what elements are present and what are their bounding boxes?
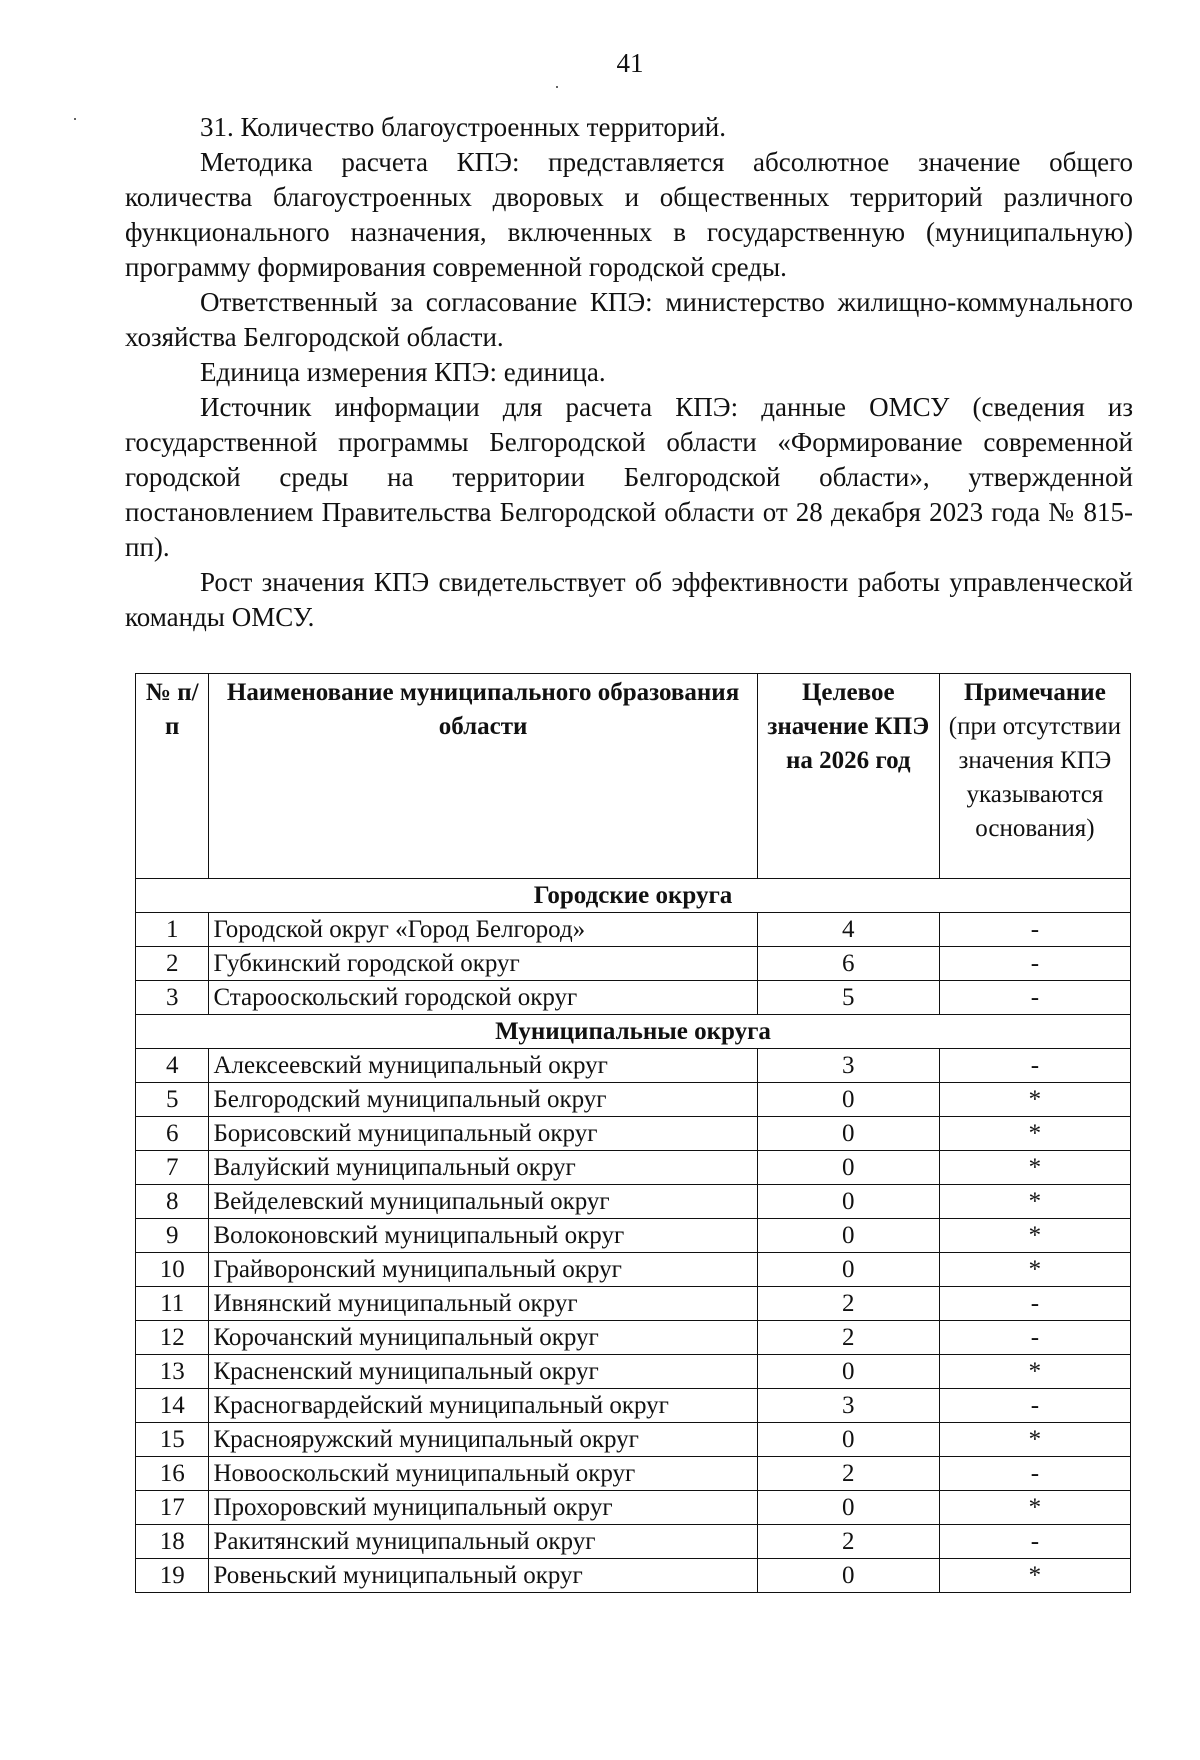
row-note: * (939, 1559, 1130, 1593)
row-note: * (939, 1083, 1130, 1117)
row-number: 13 (136, 1355, 209, 1389)
table-row (136, 1185, 1131, 1219)
row-note: * (939, 1253, 1130, 1287)
table-row (136, 947, 1131, 981)
row-target-value: 3 (757, 1389, 939, 1423)
row-name: Краснояружский муниципальный округ (209, 1423, 757, 1457)
row-target-value: 0 (757, 1151, 939, 1185)
group-row (136, 1015, 1131, 1049)
group-label: Муниципальные округа (136, 1015, 1131, 1049)
table-header-row (136, 674, 1131, 879)
row-name: Волоконовский муниципальный округ (209, 1219, 757, 1253)
row-note: * (939, 1219, 1130, 1253)
table-row (136, 1117, 1131, 1151)
row-name: Алексеевский муниципальный округ (209, 1049, 757, 1083)
row-note: - (939, 1457, 1130, 1491)
method-paragraph: Методика расчета КПЭ: представляется абсолютное значение общего количества благоустроенных дворовых и общественных территорий различного функционального назначения, включенных в государственную (муниципальную) программу формирования современной городской среды. (125, 147, 1133, 282)
header-note (939, 674, 1130, 879)
row-note: - (939, 1525, 1130, 1559)
row-name: Ивнянский муниципальный округ (209, 1287, 757, 1321)
row-note: - (939, 981, 1130, 1015)
row-note: - (939, 1321, 1130, 1355)
table-row (136, 1083, 1131, 1117)
header-note-title: Примечание (964, 679, 1106, 706)
row-target-value: 4 (757, 913, 939, 947)
table-row (136, 913, 1131, 947)
row-number: 11 (136, 1287, 209, 1321)
row-note: - (939, 1287, 1130, 1321)
table-row (136, 1525, 1131, 1559)
row-note: - (939, 947, 1130, 981)
table-row (136, 1559, 1131, 1593)
row-name: Новооскольский муниципальный округ (209, 1457, 757, 1491)
row-target-value: 0 (757, 1491, 939, 1525)
row-name: Красногвардейский муниципальный округ (209, 1389, 757, 1423)
row-number: 2 (136, 947, 209, 981)
body-text (125, 110, 1133, 635)
table-row (136, 1321, 1131, 1355)
row-name: Ровеньский муниципальный округ (209, 1559, 757, 1593)
row-target-value: 2 (757, 1287, 939, 1321)
table-row (136, 1219, 1131, 1253)
row-note: - (939, 1049, 1130, 1083)
row-name: Валуйский муниципальный округ (209, 1151, 757, 1185)
row-note: * (939, 1355, 1130, 1389)
row-number: 4 (136, 1049, 209, 1083)
row-name: Корочанский муниципальный округ (209, 1321, 757, 1355)
row-number: 6 (136, 1117, 209, 1151)
row-target-value: 2 (757, 1321, 939, 1355)
row-name: Борисовский муниципальный округ (209, 1117, 757, 1151)
row-note: * (939, 1185, 1130, 1219)
row-name: Белгородский муниципальный округ (209, 1083, 757, 1117)
table-row (136, 1151, 1131, 1185)
row-number: 5 (136, 1083, 209, 1117)
table-row (136, 1389, 1131, 1423)
header-name: Наименование муниципального образования области (209, 674, 757, 879)
row-number: 16 (136, 1457, 209, 1491)
page-number: 41 (616, 48, 644, 78)
source-paragraph: Источник информации для расчета КПЭ: данные ОМСУ (сведения из государственной программы Белгородской области «Формирование современной городской среды на территории Белгородской области», утвержденной постановлением Правительства Белгородской области от 28 декабря 2023 года № 815-пп). (125, 392, 1133, 562)
row-number: 1 (136, 913, 209, 947)
row-target-value: 0 (757, 1253, 939, 1287)
row-target-value: 5 (757, 981, 939, 1015)
table-row (136, 981, 1131, 1015)
row-target-value: 0 (757, 1355, 939, 1389)
row-name: Губкинский городской округ (209, 947, 757, 981)
row-number: 19 (136, 1559, 209, 1593)
row-target-value: 0 (757, 1083, 939, 1117)
row-target-value: 0 (757, 1219, 939, 1253)
row-target-value: 2 (757, 1457, 939, 1491)
row-number: 15 (136, 1423, 209, 1457)
row-target-value: 3 (757, 1049, 939, 1083)
kpi-table (135, 673, 1131, 1593)
row-number: 12 (136, 1321, 209, 1355)
group-label: Городские округа (136, 879, 1131, 913)
row-number: 14 (136, 1389, 209, 1423)
row-name: Красненский муниципальный округ (209, 1355, 757, 1389)
row-name: Вейделевский муниципальный округ (209, 1185, 757, 1219)
table-row (136, 1049, 1131, 1083)
row-target-value: 2 (757, 1525, 939, 1559)
table-row (136, 1287, 1131, 1321)
row-note: - (939, 913, 1130, 947)
row-number: 10 (136, 1253, 209, 1287)
unit-paragraph: Единица измерения КПЭ: единица. (200, 357, 606, 387)
row-name: Прохоровский муниципальный округ (209, 1491, 757, 1525)
row-note: * (939, 1117, 1130, 1151)
header-num: № п/п (136, 674, 209, 879)
row-name: Грайворонский муниципальный округ (209, 1253, 757, 1287)
row-number: 17 (136, 1491, 209, 1525)
row-target-value: 0 (757, 1423, 939, 1457)
table-body (136, 879, 1131, 1593)
row-number: 8 (136, 1185, 209, 1219)
row-name: Старооскольский городской округ (209, 981, 757, 1015)
scan-dot (556, 86, 558, 88)
row-number: 9 (136, 1219, 209, 1253)
row-name: Ракитянский муниципальный округ (209, 1525, 757, 1559)
group-row (136, 879, 1131, 913)
header-value: Целевое значение КПЭ на 2026 год (757, 674, 939, 879)
scan-dot (74, 118, 76, 120)
table-row (136, 1457, 1131, 1491)
row-note: * (939, 1151, 1130, 1185)
row-note: * (939, 1423, 1130, 1457)
row-note: - (939, 1389, 1130, 1423)
table-row (136, 1253, 1131, 1287)
row-target-value: 0 (757, 1559, 939, 1593)
row-number: 18 (136, 1525, 209, 1559)
responsible-paragraph: Ответственный за согласование КПЭ: министерство жилищно-коммунального хозяйства Белгородской области. (125, 287, 1133, 352)
table-row (136, 1355, 1131, 1389)
row-number: 7 (136, 1151, 209, 1185)
row-name: Городской округ «Город Белгород» (209, 913, 757, 947)
table-row (136, 1423, 1131, 1457)
row-target-value: 6 (757, 947, 939, 981)
row-target-value: 0 (757, 1185, 939, 1219)
row-number: 3 (136, 981, 209, 1015)
growth-paragraph: Рост значения КПЭ свидетельствует об эффективности работы управленческой команды ОМСУ. (125, 567, 1133, 632)
row-target-value: 0 (757, 1117, 939, 1151)
row-note: * (939, 1491, 1130, 1525)
header-note-explanation: (при отсутствии значения КПЭ указываются основания) (948, 713, 1122, 842)
kpi-title: 31. Количество благоустроенных территорий. (200, 112, 726, 142)
table-row (136, 1491, 1131, 1525)
